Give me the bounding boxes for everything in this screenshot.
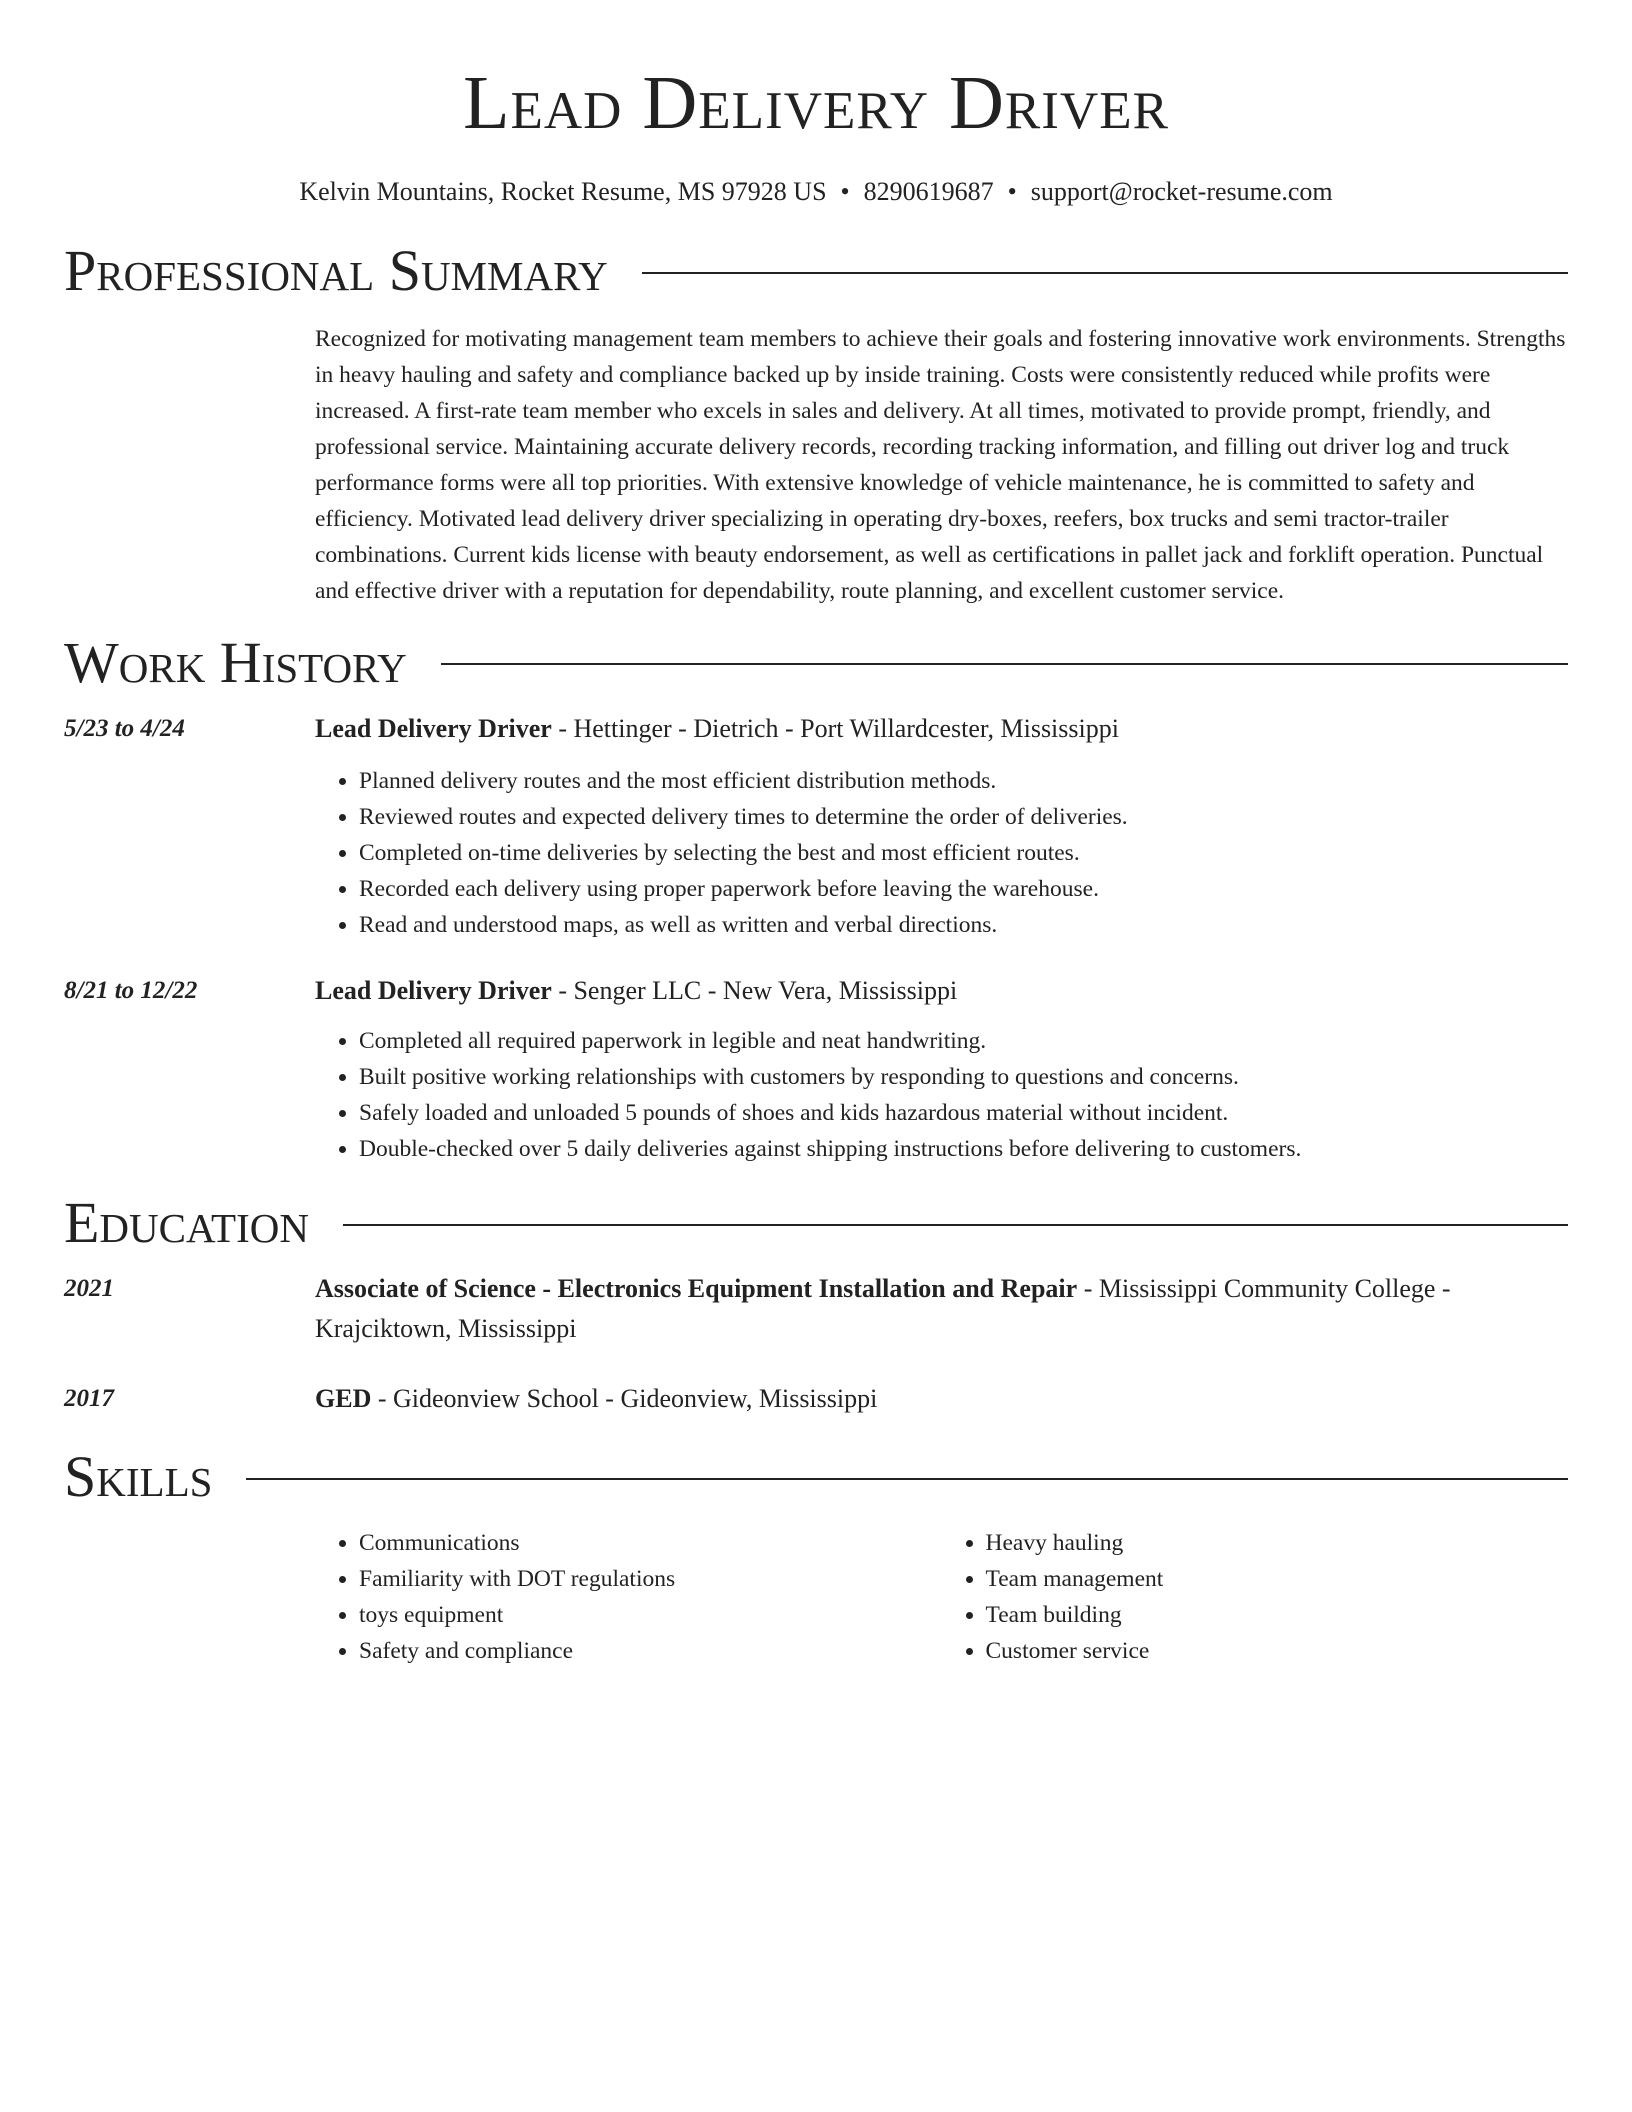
job-dates: 8/21 to 12/22 (64, 977, 198, 1005)
contact-phone: 8290619687 (863, 176, 994, 206)
skill-item: • Team management (986, 1561, 1569, 1597)
job-title-line (315, 709, 1568, 749)
job-employer: - Hettinger - Dietrich - Port Willardcester, Mississippi (551, 714, 1119, 744)
skill-item: • Customer service (986, 1633, 1569, 1669)
summary-section-header (64, 239, 1568, 303)
job-entry (64, 971, 1568, 1167)
education-details (315, 1269, 1568, 1349)
education-degree: Associate of Science - Electronics Equipment Installation and Repair (315, 1274, 1078, 1304)
education-entry (64, 1379, 1568, 1419)
contact-email: support@rocket-resume.com (1030, 176, 1333, 206)
job-duty: • Recorded each delivery using proper paperwork before leaving the warehouse. (359, 871, 1568, 907)
contact-separator: • (1007, 176, 1017, 206)
job-entry (64, 709, 1568, 943)
skill-item: • toys equipment (359, 1597, 942, 1633)
skill-item: • Safety and compliance (359, 1633, 942, 1669)
job-details (315, 971, 1568, 1167)
work-section-title: Work History (64, 629, 407, 695)
summary-text: Recognized for motivating management team members to achieve their goals and fostering innovative work environments. Strengths in heavy hauling and safety and compliance backed up by inside training. Costs were consistently reduced while profits were increased. A first-rate team member who excels in sales and delivery. At all times, motivated to provide prompt, friendly, and professional service. Maintaining accurate delivery records, recording tracking information, and filling out driver log and truck performance forms were all top priorities. With extensive knowledge of vehicle maintenance, he is committed to safety and efficiency. Motivated lead delivery driver specializing in operating dry-boxes, reefers, box trucks and semi tractor-trailer combinations. Current kids license with beauty endorsement, as well as certifications in pallet jack and forklift operation. Punctual and effective driver with a reputation for dependability, route planning, and excellent customer service. (315, 325, 1566, 604)
education-year: 2021 (64, 1275, 114, 1303)
job-details (315, 709, 1568, 943)
job-role: Lead Delivery Driver (315, 714, 552, 744)
skill-item: • Team building (986, 1597, 1569, 1633)
contact-line (64, 176, 1568, 207)
skills-section-title: Skills (64, 1444, 213, 1510)
job-role: Lead Delivery Driver (315, 976, 552, 1006)
job-duty: • Built positive working relationships with customers by responding to questions and concerns. (359, 1059, 1568, 1095)
contact-separator: • (840, 176, 850, 206)
section-divider (441, 663, 1568, 665)
job-duty: • Completed all required paperwork in legible and neat handwriting. (359, 1023, 1568, 1059)
education-details (315, 1379, 1568, 1419)
education-year: 2017 (64, 1385, 114, 1413)
job-title-line (315, 971, 1568, 1011)
job-employer: - Senger LLC - New Vera, Mississippi (551, 976, 958, 1006)
job-duty: • Double-checked over 5 daily deliveries against shipping instructions before delivering to customers. (359, 1131, 1568, 1167)
skill-item: • Heavy hauling (986, 1525, 1569, 1561)
skills-section-header (64, 1445, 1568, 1509)
education-section-header (64, 1191, 1568, 1255)
skill-item: • Communications (359, 1525, 942, 1561)
education-entry (64, 1269, 1568, 1349)
job-duty: • Safely loaded and unloaded 5 pounds of shoes and kids hazardous material without incident. (359, 1095, 1568, 1131)
job-duties-list (315, 763, 1568, 943)
education-degree: GED (315, 1384, 372, 1414)
skills-list-right (942, 1525, 1569, 1669)
job-dates: 5/23 to 4/24 (64, 715, 185, 743)
section-divider (246, 1478, 1568, 1480)
job-duty: • Completed on-time deliveries by selecting the best and most efficient routes. (359, 835, 1568, 871)
job-duty: • Read and understood maps, as well as written and verbal directions. (359, 907, 1568, 943)
skills-list-left (315, 1525, 942, 1669)
summary-section-title: Professional Summary (64, 237, 608, 303)
job-duties-list (315, 1023, 1568, 1167)
section-divider (343, 1224, 1568, 1226)
education-school: - Gideonview School - Gideonview, Mississippi (371, 1384, 878, 1414)
section-divider (642, 272, 1568, 274)
resume-name: Lead Delivery Driver (463, 61, 1169, 145)
job-duty: • Planned delivery routes and the most efficient distribution methods. (359, 763, 1568, 799)
education-school: - Mississippi Community College - Krajciktown, Mississippi (315, 1274, 1451, 1344)
skill-item: • Familiarity with DOT regulations (359, 1561, 942, 1597)
work-section-header (64, 631, 1568, 695)
job-duty: • Reviewed routes and expected delivery times to determine the order of deliveries. (359, 799, 1568, 835)
education-section-title: Education (64, 1190, 309, 1256)
contact-address: Kelvin Mountains, Rocket Resume, MS 97928 US (299, 176, 827, 206)
skills-columns (315, 1525, 1568, 1669)
